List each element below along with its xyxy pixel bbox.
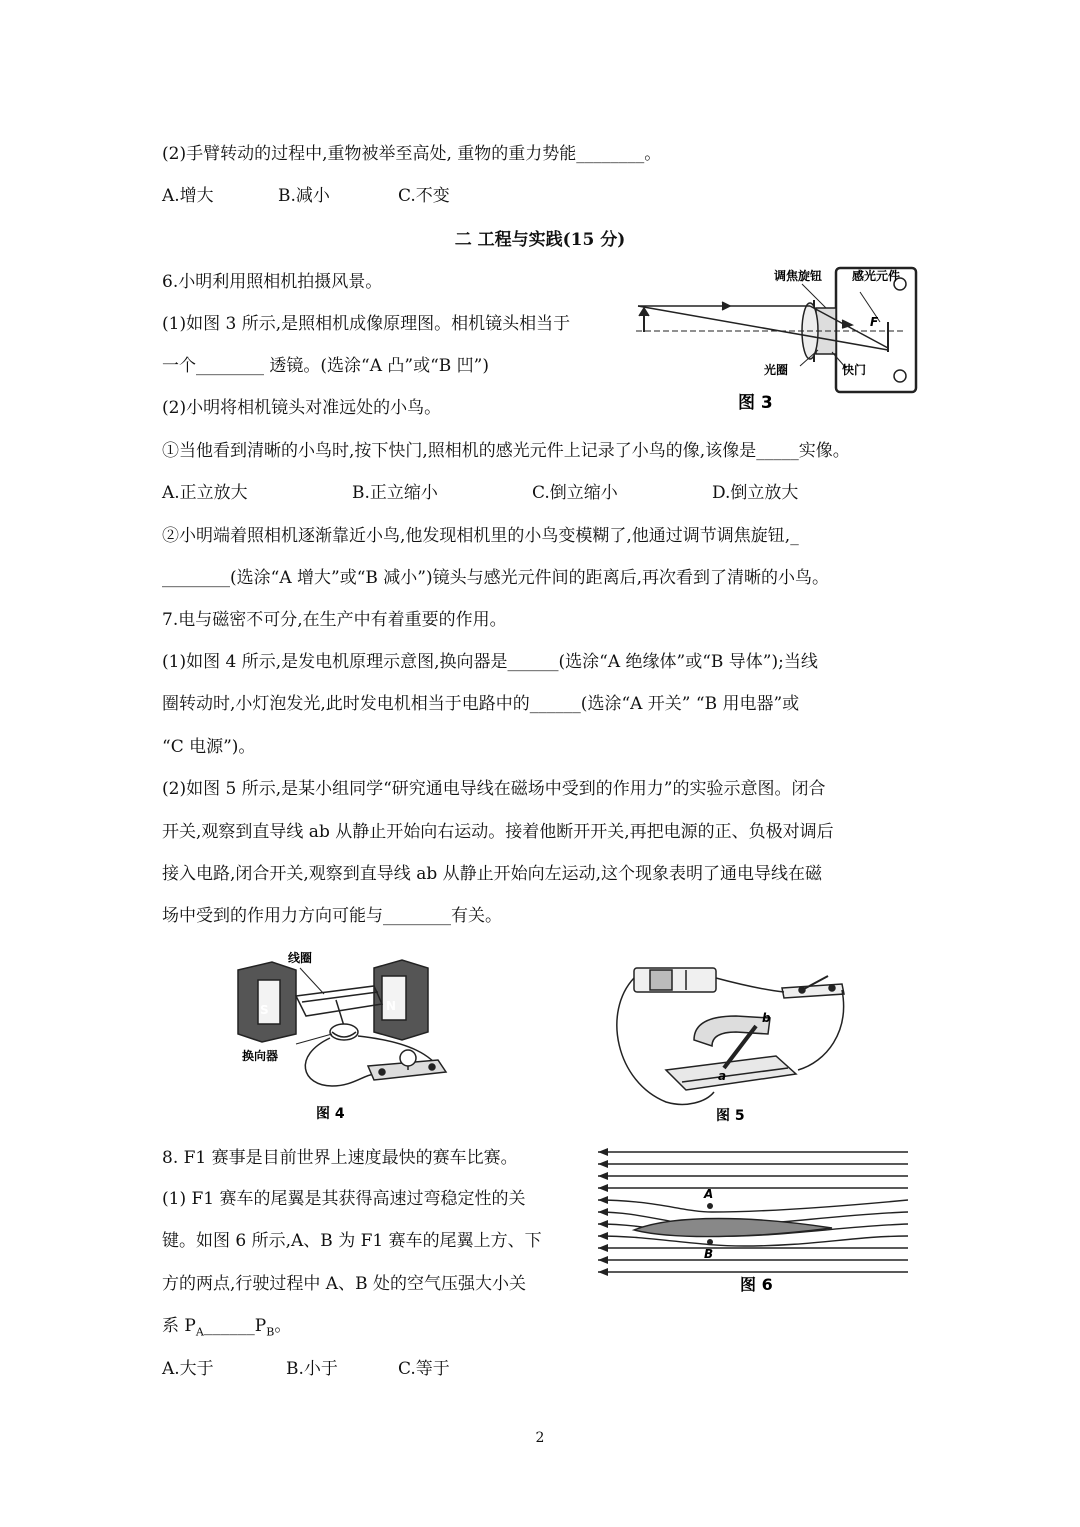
q8-p1-line1: (1) F1 赛车的尾翼是其获得高速过弯稳定性的关 xyxy=(162,1189,526,1209)
fig6-label-a: A xyxy=(704,1187,714,1201)
figure-6-airflow xyxy=(594,1146,914,1296)
q8-option-b: B.小于 xyxy=(286,1359,338,1379)
q6-option-a: A.正立放大 xyxy=(162,483,248,503)
q7-p1-line1: (1)如图 4 所示,是发电机原理示意图,换向器是______(选涂“A 绝缘体”或“B 导体”);当线 xyxy=(162,652,818,672)
q5-option-b: B.减小 xyxy=(278,186,330,206)
q8-p1-line4 xyxy=(162,1314,291,1344)
q7-p2-line4: 场中受到的作用力方向可能与________有关。 xyxy=(162,906,502,926)
q8-p1-line3: 方的两点,行驶过程中 A、B 处的空气压强大小关 xyxy=(162,1274,526,1294)
fig3-label-shutter: 快门 xyxy=(842,363,867,377)
q7-p2-line1: (2)如图 5 所示,是某小组同学“研究通电导线在磁场中受到的作用力”的实验示意图。闭合 xyxy=(162,779,826,799)
q7-p2-line2: 开关,观察到直导线 ab 从静止开始向右运动。接着他断开开关,再把电源的正、负极对调后 xyxy=(162,822,834,842)
q8-pressure-p1: 系 P xyxy=(162,1316,196,1336)
q8-option-a: A.大于 xyxy=(162,1359,214,1379)
q6-option-d: D.倒立放大 xyxy=(712,483,799,503)
q7-p2-line3: 接入电路,闭合开关,观察到直导线 ab 从静止开始向左运动,这个现象表明了通电导线在磁 xyxy=(162,864,823,884)
q6-option-c: C.倒立缩小 xyxy=(532,483,618,503)
q6-option-b: B.正立缩小 xyxy=(352,483,438,503)
q5-option-a: A.增大 xyxy=(162,186,214,206)
fig3-label-focus-knob: 调焦旋钮 xyxy=(774,269,823,283)
fig6-label-b: B xyxy=(704,1247,714,1261)
q6-sub1: ①当他看到清晰的小鸟时,按下快门,照相机的感光元件上记录了小鸟的像,该像是_____实像。 xyxy=(162,441,850,461)
fig5-label-a: a xyxy=(718,1069,727,1083)
figure-5-apparatus xyxy=(606,952,856,1128)
figure-3-camera xyxy=(626,262,926,422)
q8-sub-b: B xyxy=(266,1325,275,1339)
q5-option-c: C.不变 xyxy=(398,186,450,206)
fig4-label-n: N xyxy=(386,999,397,1013)
q6-intro: 6.小明利用照相机拍摄风景。 xyxy=(162,272,383,292)
q8-sub-a: A xyxy=(195,1325,204,1339)
q8-p1-line2: 键。如图 6 所示,A、B 为 F1 赛车的尾翼上方、下 xyxy=(162,1231,542,1251)
fig4-label-coil: 线圈 xyxy=(288,951,313,965)
q7-p1-line3: “C 电源”)。 xyxy=(162,737,256,757)
section-heading: 二 工程与实践(15 分) xyxy=(454,230,626,250)
q8-intro: 8. F1 赛事是目前世界上速度最快的赛车比赛。 xyxy=(162,1148,518,1168)
q6-p1-line2: 一个________ 透镜。(选涂“A 凸”或“B 凹”) xyxy=(162,356,490,376)
fig4-label-commutator: 换向器 xyxy=(242,1049,279,1063)
fig3-label-sensor: 感光元件 xyxy=(852,269,901,283)
fig4-caption: 图 4 xyxy=(316,1106,345,1122)
page-number: 2 xyxy=(535,1430,545,1446)
q8-pressure-blank: ______P xyxy=(203,1316,267,1336)
fig6-caption: 图 6 xyxy=(740,1275,773,1294)
q7-intro: 7.电与磁密不可分,在生产中有着重要的作用。 xyxy=(162,610,507,630)
fig3-label-aperture: 光圈 xyxy=(764,363,789,377)
q7-p1-line2: 圈转动时,小灯泡发光,此时发电机相当于电路中的______(选涂“A 开关” “B 用电器”或 xyxy=(162,694,800,714)
q6-sub2-line2: ________(选涂“A 增大”或“B 减小”)镜头与感光元件间的距离后,再次看到了清晰的小鸟。 xyxy=(162,568,830,588)
q6-p2: (2)小明将相机镜头对准远处的小鸟。 xyxy=(162,398,442,418)
fig5-label-b: b xyxy=(762,1011,771,1025)
q6-p1-line1: (1)如图 3 所示,是照相机成像原理图。相机镜头相当于 xyxy=(162,314,571,334)
q8-period: 。 xyxy=(274,1316,292,1336)
fig3-label-f: F xyxy=(870,315,879,329)
q8-option-c: C.等于 xyxy=(398,1359,450,1379)
figure-4-generator xyxy=(232,946,482,1126)
fig5-caption: 图 5 xyxy=(716,1108,745,1124)
q5-2-stem: (2)手臂转动的过程中,重物被举至高处, 重物的重力势能________。 xyxy=(162,144,662,164)
fig3-caption: 图 3 xyxy=(738,393,773,413)
fig4-label-s: S xyxy=(260,1003,269,1017)
q6-sub2-line1: ②小明端着照相机逐渐靠近小鸟,他发现相机里的小鸟变模糊了,他通过调节调焦旋钮,_ xyxy=(162,526,799,546)
